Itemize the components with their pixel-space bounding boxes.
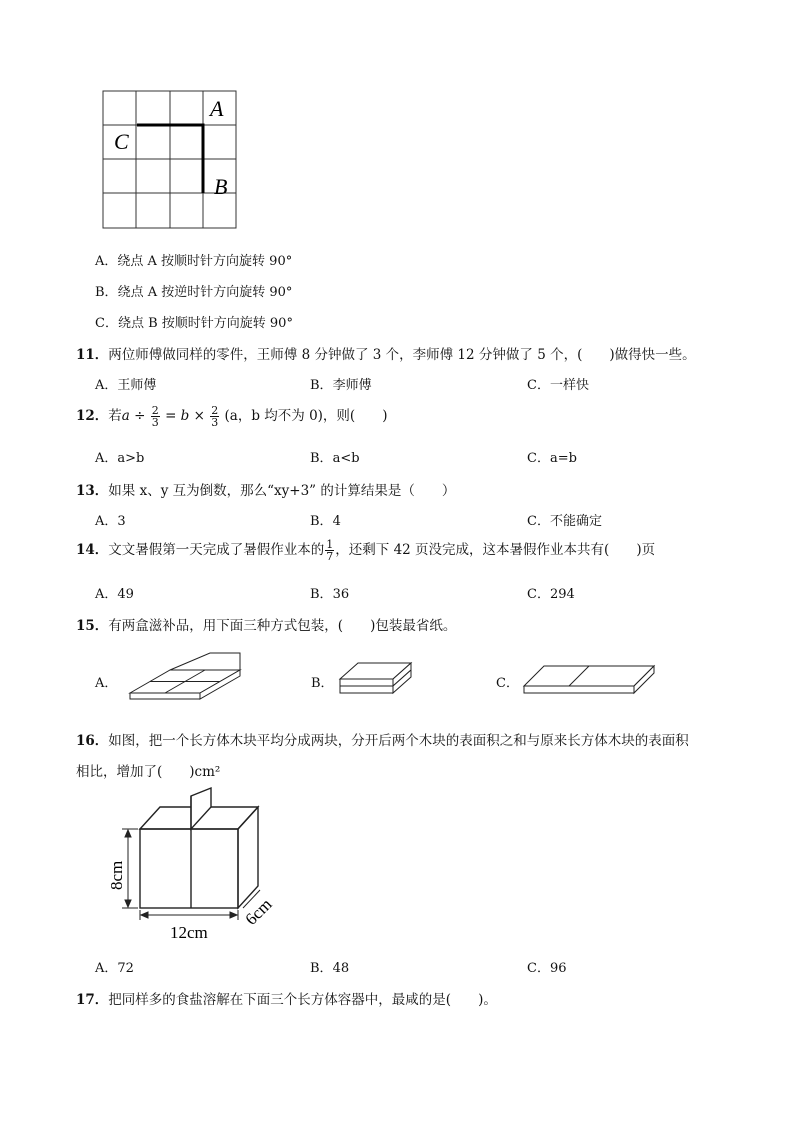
- q14-fraction: $\frac{1}{7}$: [326, 538, 334, 563]
- q16-option-b: B．48: [310, 961, 350, 976]
- q14-stem: 14．文文暑假第一天完成了暑假作业本的 $\frac{1}{7}$ ，还剩下 42 页没完成，这本暑假作业本共有( )页: [76, 538, 656, 563]
- width-label: 6cm: [241, 894, 276, 929]
- q13-option-a: A．3: [95, 514, 126, 529]
- q14-option-c: C．294: [527, 587, 575, 602]
- q11-option-a: A．王师傅: [95, 378, 157, 393]
- height-label: 8cm: [107, 860, 126, 890]
- q15-stem: 15．有两盒滋补品，用下面三种方式包装，( )包装最省纸。: [76, 618, 457, 634]
- q11-option-c: C．一样快: [527, 378, 589, 393]
- q10-option-b: B．绕点 A 按逆时针方向旋转 90°: [95, 285, 293, 300]
- q13-option-b: B．4: [310, 514, 341, 529]
- q15-option-b-label: B．: [311, 676, 334, 691]
- package-option-b-figure: [336, 655, 416, 700]
- grid-label-c: C: [114, 129, 129, 154]
- q12-option-a: A．a>b: [95, 451, 145, 466]
- q16-stem-line2: 相比，增加了( )cm²: [76, 764, 221, 780]
- package-option-c-figure: [520, 660, 660, 702]
- grid-label-a: A: [210, 96, 224, 121]
- q15-option-a-label: A．: [95, 676, 118, 691]
- q10-option-c: C．绕点 B 按顺时针方向旋转 90°: [95, 316, 293, 331]
- q11-stem: 11．两位师傅做同样的零件，王师傅 8 分钟做了 3 个，李师傅 12 分钟做了 5 个，( )做得快一些。: [76, 347, 696, 363]
- q11-option-b: B．李师傅: [310, 378, 372, 393]
- q12-stem: 12．若a ÷ $\frac{2}{3}$ = b × $\frac{2}{3}$ (a，b 均不为 0)，则( ): [76, 404, 388, 429]
- rotation-grid-figure: [100, 88, 240, 233]
- package-option-a-figure: [125, 648, 245, 703]
- q12-fraction-2: $\frac{2}{3}$: [211, 404, 219, 429]
- cuboid-cut-figure: [100, 786, 300, 946]
- q10-option-a: A．绕点 A 按顺时针方向旋转 90°: [95, 254, 293, 269]
- q13-stem: 13．如果 x、y 互为倒数，那么“xy+3” 的计算结果是（ ）: [76, 483, 456, 499]
- q14-option-a: A．49: [95, 587, 134, 602]
- length-label: 12cm: [170, 923, 208, 942]
- q16-option-c: C．96: [527, 961, 567, 976]
- q16-stem-line1: 16．如图，把一个长方体木块平均分成两块，分开后两个木块的表面积之和与原来长方体木块的表面积: [76, 733, 689, 749]
- q12-option-b: B．a<b: [310, 451, 360, 466]
- q17-stem: 17．把同样多的食盐溶解在下面三个长方体容器中，最咸的是( )。: [76, 992, 497, 1008]
- q14-option-b: B．36: [310, 587, 350, 602]
- q16-option-a: A．72: [95, 961, 134, 976]
- q12-option-c: C．a=b: [527, 451, 577, 466]
- q15-option-c-label: C．: [496, 676, 519, 691]
- q12-fraction-1: $\frac{2}{3}$: [151, 404, 159, 429]
- grid-label-b: B: [214, 174, 228, 199]
- q13-option-c: C．不能确定: [527, 514, 602, 529]
